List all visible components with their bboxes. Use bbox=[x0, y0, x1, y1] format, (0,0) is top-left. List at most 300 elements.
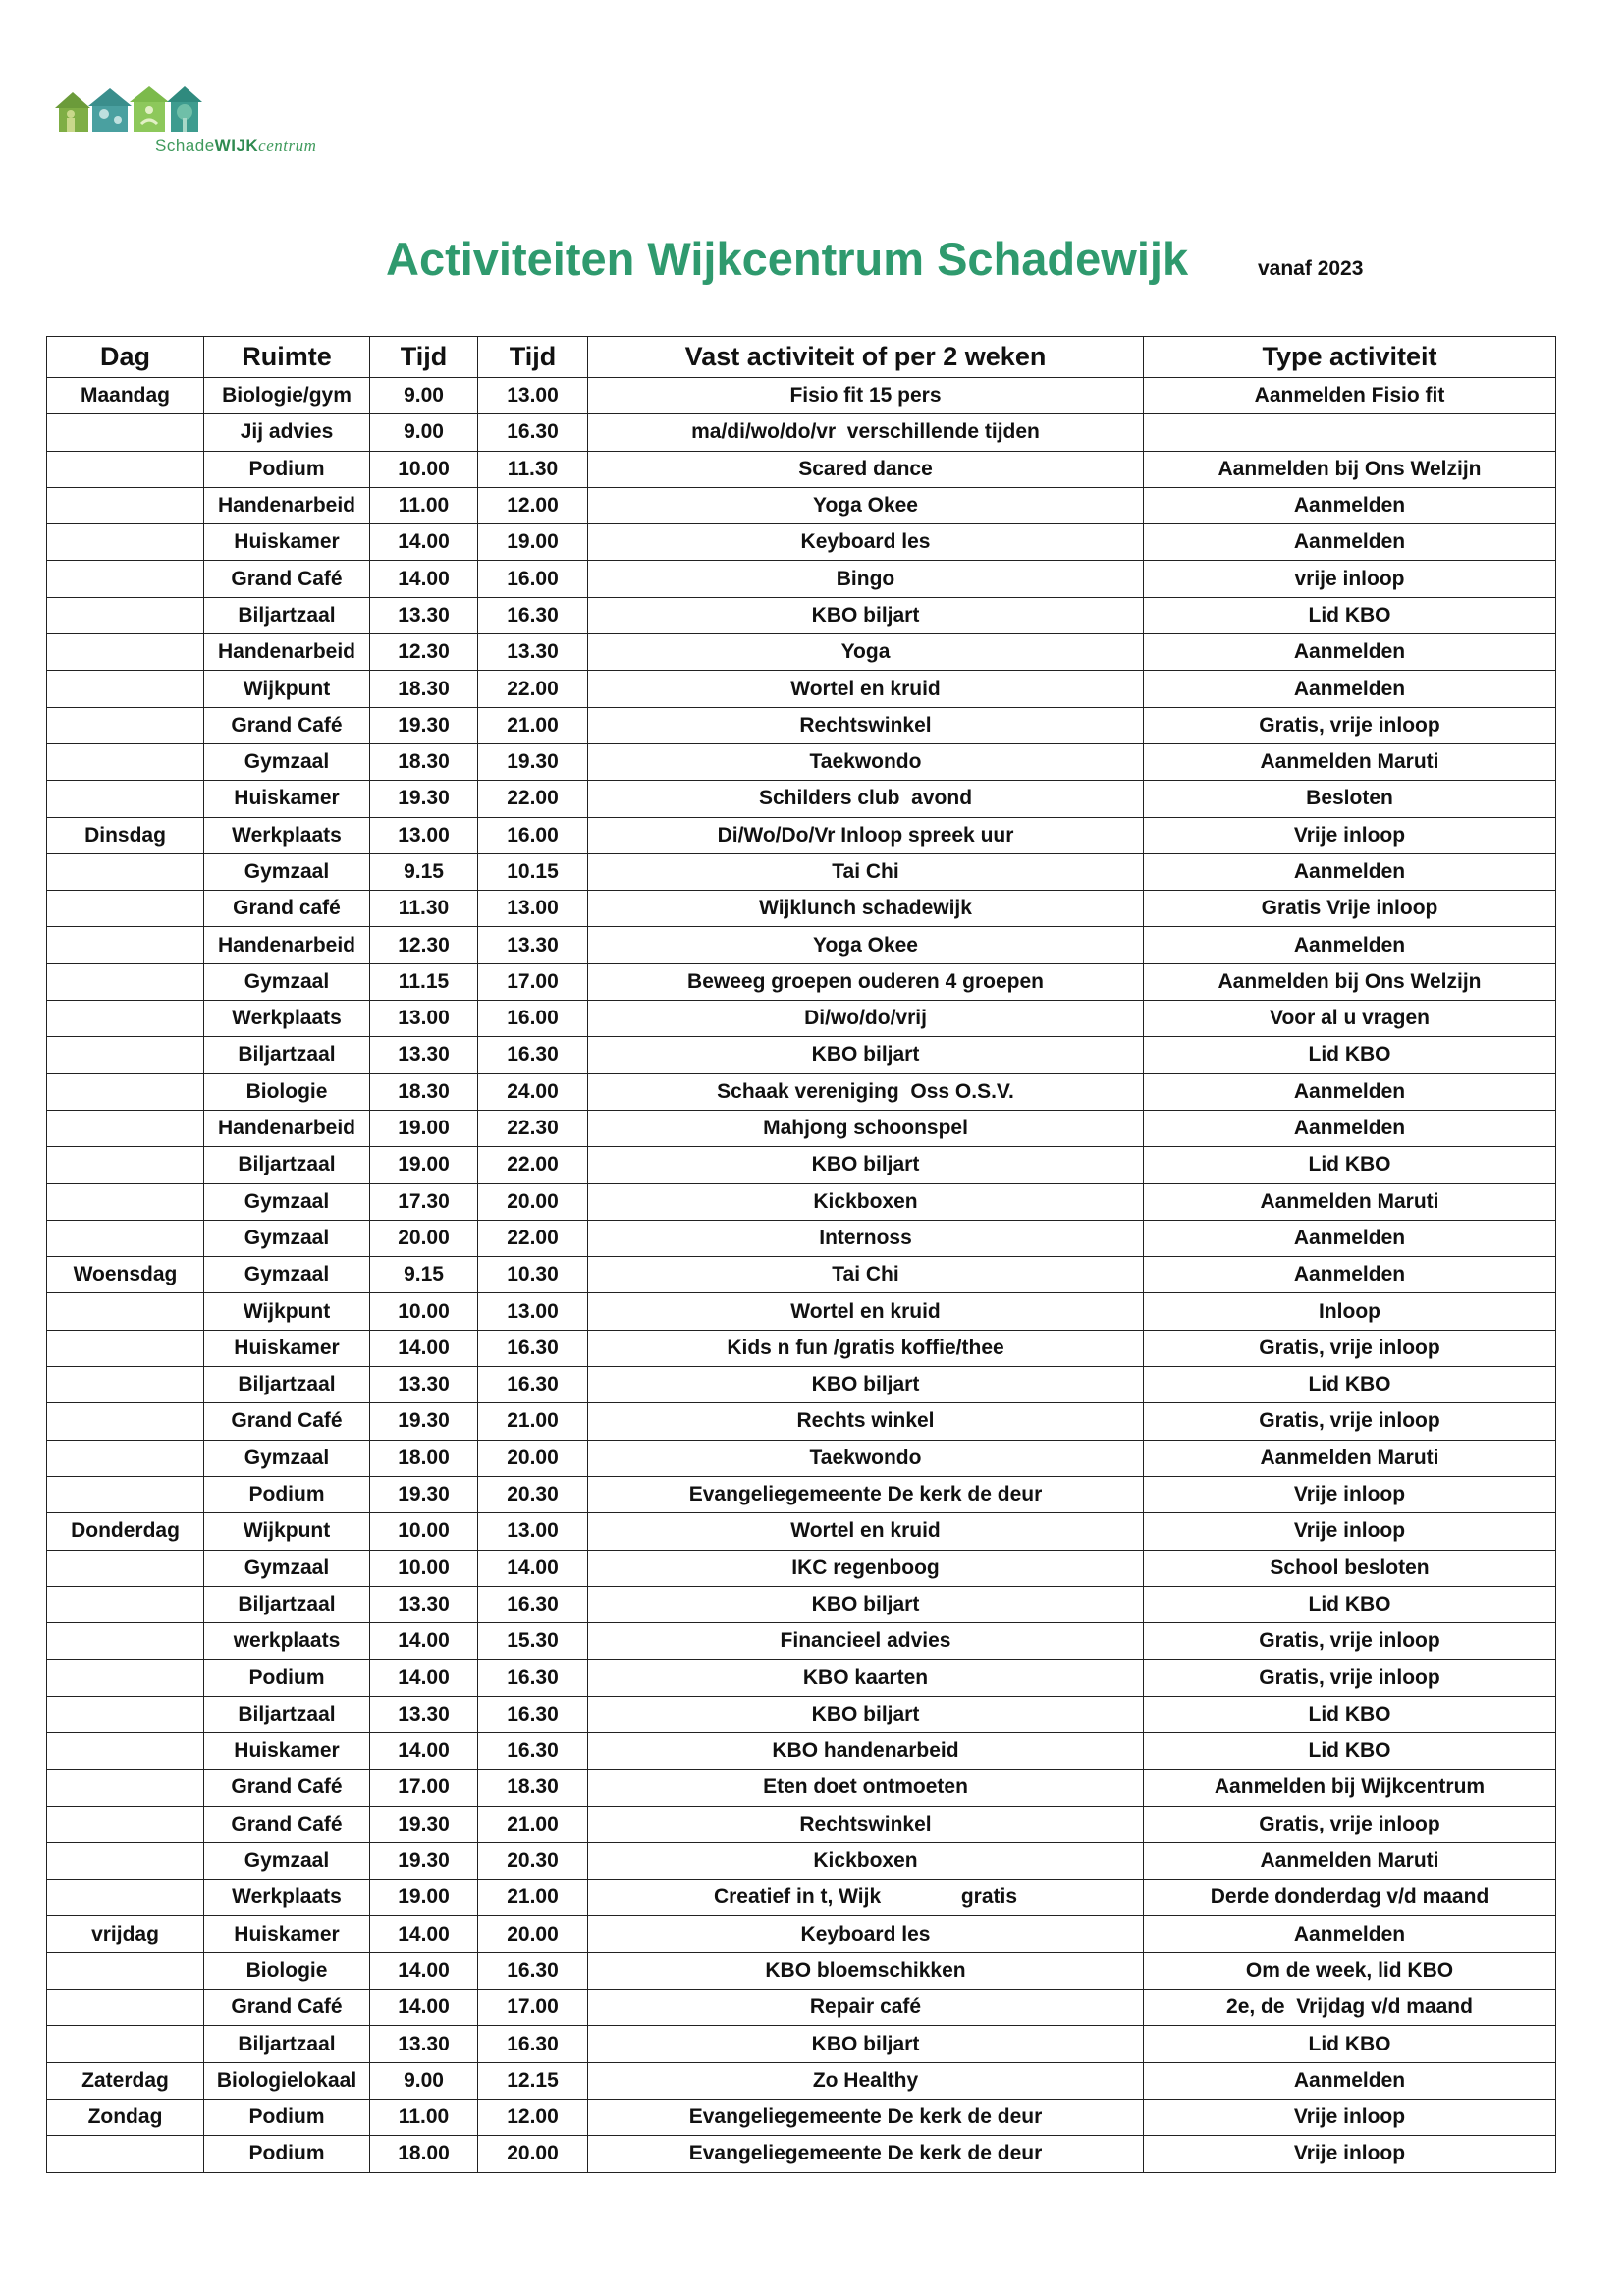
cell-tijd-start: 13.30 bbox=[370, 1696, 478, 1732]
cell-activiteit: KBO kaarten bbox=[588, 1660, 1144, 1696]
cell-dag bbox=[47, 1293, 204, 1330]
cell-activiteit: Taekwondo bbox=[588, 743, 1144, 780]
cell-dag bbox=[47, 743, 204, 780]
cell-tijd-end: 12.00 bbox=[478, 487, 588, 523]
table-row bbox=[47, 1623, 1556, 1660]
table-row bbox=[47, 1952, 1556, 1989]
table-row bbox=[47, 743, 1556, 780]
cell-tijd-start: 19.30 bbox=[370, 1842, 478, 1879]
table-row bbox=[47, 1440, 1556, 1476]
cell-ruimte: Biljartzaal bbox=[204, 1696, 370, 1732]
cell-type: Aanmelden bbox=[1144, 1257, 1556, 1293]
cell-type: Aanmelden bbox=[1144, 853, 1556, 890]
cell-tijd-end: 20.00 bbox=[478, 1183, 588, 1220]
cell-tijd-start: 19.30 bbox=[370, 781, 478, 817]
cell-activiteit: Di/wo/do/vrij bbox=[588, 1001, 1144, 1037]
cell-activiteit: Tai Chi bbox=[588, 1257, 1144, 1293]
cell-type: Gratis, vrije inloop bbox=[1144, 1806, 1556, 1842]
cell-type: Vrije inloop bbox=[1144, 817, 1556, 853]
cell-tijd-start: 18.30 bbox=[370, 743, 478, 780]
cell-ruimte: Gymzaal bbox=[204, 743, 370, 780]
cell-tijd-start: 11.00 bbox=[370, 2099, 478, 2135]
cell-type: Lid KBO bbox=[1144, 1732, 1556, 1769]
cell-dag bbox=[47, 487, 204, 523]
cell-activiteit: Yoga bbox=[588, 634, 1144, 671]
cell-tijd-start: 14.00 bbox=[370, 1660, 478, 1696]
cell-activiteit: Wortel en kruid bbox=[588, 1293, 1144, 1330]
cell-tijd-end: 20.30 bbox=[478, 1476, 588, 1512]
cell-ruimte: Wijkpunt bbox=[204, 1513, 370, 1550]
cell-type: Inloop bbox=[1144, 1293, 1556, 1330]
cell-tijd-end: 20.30 bbox=[478, 1842, 588, 1879]
cell-ruimte: Huiskamer bbox=[204, 524, 370, 561]
cell-activiteit: Yoga Okee bbox=[588, 927, 1144, 963]
cell-dag bbox=[47, 1001, 204, 1037]
table-row bbox=[47, 1513, 1556, 1550]
cell-tijd-end: 16.30 bbox=[478, 2026, 588, 2062]
cell-type: Aanmelden Fisio fit bbox=[1144, 378, 1556, 414]
cell-ruimte: Grand Café bbox=[204, 1990, 370, 2026]
table-row bbox=[47, 781, 1556, 817]
cell-tijd-end: 14.00 bbox=[478, 1550, 588, 1586]
cell-tijd-end: 20.00 bbox=[478, 2136, 588, 2172]
cell-type: Aanmelden bbox=[1144, 1110, 1556, 1146]
cell-activiteit: Evangeliegemeente De kerk de deur bbox=[588, 2136, 1144, 2172]
cell-type: Aanmelden bbox=[1144, 927, 1556, 963]
table-row bbox=[47, 1330, 1556, 1366]
table-row bbox=[47, 1220, 1556, 1256]
cell-type: Gratis, vrije inloop bbox=[1144, 707, 1556, 743]
cell-activiteit: KBO biljart bbox=[588, 1037, 1144, 1073]
cell-ruimte: Grand Café bbox=[204, 1770, 370, 1806]
cell-ruimte: Grand café bbox=[204, 891, 370, 927]
table-row bbox=[47, 1916, 1556, 1952]
cell-tijd-end: 13.00 bbox=[478, 1293, 588, 1330]
table-row bbox=[47, 1550, 1556, 1586]
table-row bbox=[47, 671, 1556, 707]
cell-tijd-start: 14.00 bbox=[370, 561, 478, 597]
cell-tijd-end: 13.00 bbox=[478, 891, 588, 927]
cell-ruimte: Handenarbeid bbox=[204, 1110, 370, 1146]
cell-activiteit: KBO handenarbeid bbox=[588, 1732, 1144, 1769]
cell-type: Aanmelden bbox=[1144, 634, 1556, 671]
cell-dag bbox=[47, 414, 204, 451]
header-dag: Dag bbox=[47, 337, 204, 378]
cell-tijd-start: 13.30 bbox=[370, 2026, 478, 2062]
cell-tijd-end: 24.00 bbox=[478, 1073, 588, 1110]
table-row bbox=[47, 2099, 1556, 2135]
cell-ruimte: Grand Café bbox=[204, 1403, 370, 1440]
cell-type: Vrije inloop bbox=[1144, 2099, 1556, 2135]
table-row bbox=[47, 378, 1556, 414]
cell-activiteit: Rechtswinkel bbox=[588, 707, 1144, 743]
cell-tijd-end: 13.00 bbox=[478, 1513, 588, 1550]
cell-tijd-start: 19.00 bbox=[370, 1880, 478, 1916]
cell-type: Aanmelden bij Ons Welzijn bbox=[1144, 451, 1556, 487]
cell-tijd-end: 16.30 bbox=[478, 1696, 588, 1732]
cell-ruimte: Werkplaats bbox=[204, 1880, 370, 1916]
cell-tijd-end: 16.30 bbox=[478, 597, 588, 633]
cell-dag: Maandag bbox=[47, 378, 204, 414]
cell-dag: vrijdag bbox=[47, 1916, 204, 1952]
table-row bbox=[47, 927, 1556, 963]
cell-ruimte: Biljartzaal bbox=[204, 1586, 370, 1622]
cell-dag bbox=[47, 1806, 204, 1842]
cell-activiteit: Wortel en kruid bbox=[588, 671, 1144, 707]
table-row bbox=[47, 2062, 1556, 2099]
cell-tijd-start: 12.30 bbox=[370, 634, 478, 671]
cell-ruimte: Handenarbeid bbox=[204, 487, 370, 523]
cell-tijd-start: 9.15 bbox=[370, 1257, 478, 1293]
cell-ruimte: Gymzaal bbox=[204, 1550, 370, 1586]
header-activiteit: Vast activiteit of per 2 weken bbox=[588, 337, 1144, 378]
cell-type: Om de week, lid KBO bbox=[1144, 1952, 1556, 1989]
cell-ruimte: Handenarbeid bbox=[204, 927, 370, 963]
cell-tijd-start: 11.30 bbox=[370, 891, 478, 927]
cell-tijd-start: 10.00 bbox=[370, 1550, 478, 1586]
cell-tijd-start: 17.30 bbox=[370, 1183, 478, 1220]
cell-tijd-end: 13.30 bbox=[478, 634, 588, 671]
cell-tijd-start: 20.00 bbox=[370, 1220, 478, 1256]
cell-ruimte: Podium bbox=[204, 451, 370, 487]
cell-ruimte: Werkplaats bbox=[204, 817, 370, 853]
cell-ruimte: Biljartzaal bbox=[204, 1037, 370, 1073]
cell-type: Aanmelden bbox=[1144, 1220, 1556, 1256]
cell-ruimte: Gymzaal bbox=[204, 1220, 370, 1256]
cell-tijd-start: 13.30 bbox=[370, 1367, 478, 1403]
cell-dag bbox=[47, 634, 204, 671]
cell-activiteit: Zo Healthy bbox=[588, 2062, 1144, 2099]
cell-activiteit: Bingo bbox=[588, 561, 1144, 597]
cell-type: Aanmelden Maruti bbox=[1144, 1183, 1556, 1220]
table-row bbox=[47, 963, 1556, 1000]
cell-ruimte: werkplaats bbox=[204, 1623, 370, 1660]
cell-type bbox=[1144, 414, 1556, 451]
cell-tijd-start: 11.15 bbox=[370, 963, 478, 1000]
cell-tijd-end: 22.30 bbox=[478, 1110, 588, 1146]
cell-tijd-start: 13.30 bbox=[370, 1586, 478, 1622]
cell-dag bbox=[47, 1880, 204, 1916]
cell-tijd-end: 13.30 bbox=[478, 927, 588, 963]
cell-dag: Zaterdag bbox=[47, 2062, 204, 2099]
cell-tijd-end: 21.00 bbox=[478, 1806, 588, 1842]
cell-tijd-start: 18.00 bbox=[370, 2136, 478, 2172]
cell-tijd-end: 16.30 bbox=[478, 1367, 588, 1403]
cell-dag bbox=[47, 1770, 204, 1806]
cell-type: Vrije inloop bbox=[1144, 2136, 1556, 2172]
cell-tijd-end: 21.00 bbox=[478, 707, 588, 743]
table-row bbox=[47, 1110, 1556, 1146]
cell-ruimte: Biljartzaal bbox=[204, 2026, 370, 2062]
cell-activiteit: Financieel advies bbox=[588, 1623, 1144, 1660]
cell-activiteit: Evangeliegemeente De kerk de deur bbox=[588, 2099, 1144, 2135]
cell-activiteit: Tai Chi bbox=[588, 853, 1144, 890]
table-row bbox=[47, 1147, 1556, 1183]
page-subtitle: vanaf 2023 bbox=[1258, 257, 1364, 280]
cell-ruimte: Gymzaal bbox=[204, 963, 370, 1000]
table-row bbox=[47, 2026, 1556, 2062]
cell-dag bbox=[47, 1037, 204, 1073]
cell-dag bbox=[47, 1476, 204, 1512]
cell-type: vrije inloop bbox=[1144, 561, 1556, 597]
cell-tijd-end: 10.30 bbox=[478, 1257, 588, 1293]
header-ruimte: Ruimte bbox=[204, 337, 370, 378]
cell-dag bbox=[47, 2026, 204, 2062]
cell-tijd-end: 22.00 bbox=[478, 1220, 588, 1256]
cell-activiteit: Wortel en kruid bbox=[588, 1513, 1144, 1550]
table-row bbox=[47, 1037, 1556, 1073]
cell-dag bbox=[47, 1367, 204, 1403]
cell-dag bbox=[47, 1732, 204, 1769]
table-row bbox=[47, 707, 1556, 743]
cell-type: Aanmelden bbox=[1144, 487, 1556, 523]
table-header-row bbox=[47, 337, 1556, 378]
cell-tijd-end: 22.00 bbox=[478, 671, 588, 707]
cell-activiteit: Schaak vereniging Oss O.S.V. bbox=[588, 1073, 1144, 1110]
cell-tijd-start: 9.00 bbox=[370, 378, 478, 414]
cell-ruimte: Biljartzaal bbox=[204, 1147, 370, 1183]
cell-type: Lid KBO bbox=[1144, 1147, 1556, 1183]
table-row bbox=[47, 2136, 1556, 2172]
cell-type: Aanmelden Maruti bbox=[1144, 1842, 1556, 1879]
cell-tijd-start: 13.00 bbox=[370, 1001, 478, 1037]
table-row bbox=[47, 1293, 1556, 1330]
cell-ruimte: Huiskamer bbox=[204, 1330, 370, 1366]
cell-type: Aanmelden bbox=[1144, 1916, 1556, 1952]
cell-dag bbox=[47, 1183, 204, 1220]
cell-dag bbox=[47, 927, 204, 963]
cell-ruimte: Podium bbox=[204, 2099, 370, 2135]
cell-type: Gratis, vrije inloop bbox=[1144, 1403, 1556, 1440]
cell-activiteit: Eten doet ontmoeten bbox=[588, 1770, 1144, 1806]
cell-type: Lid KBO bbox=[1144, 1037, 1556, 1073]
logo bbox=[51, 81, 385, 169]
cell-dag bbox=[47, 1330, 204, 1366]
cell-ruimte: Podium bbox=[204, 1476, 370, 1512]
cell-tijd-end: 21.00 bbox=[478, 1403, 588, 1440]
cell-dag bbox=[47, 963, 204, 1000]
cell-activiteit: Beweeg groepen ouderen 4 groepen bbox=[588, 963, 1144, 1000]
cell-ruimte: Biologie bbox=[204, 1073, 370, 1110]
cell-tijd-end: 22.00 bbox=[478, 781, 588, 817]
table-body bbox=[47, 378, 1556, 2173]
cell-type: Gratis, vrije inloop bbox=[1144, 1660, 1556, 1696]
cell-type: Aanmelden bbox=[1144, 1073, 1556, 1110]
cell-dag bbox=[47, 1110, 204, 1146]
cell-type: Vrije inloop bbox=[1144, 1513, 1556, 1550]
cell-ruimte: Huiskamer bbox=[204, 781, 370, 817]
cell-tijd-end: 16.00 bbox=[478, 1001, 588, 1037]
activities-table bbox=[46, 336, 1556, 2173]
table-row bbox=[47, 1696, 1556, 1732]
table-row bbox=[47, 597, 1556, 633]
cell-ruimte: Grand Café bbox=[204, 1806, 370, 1842]
cell-ruimte: Wijkpunt bbox=[204, 1293, 370, 1330]
cell-tijd-end: 21.00 bbox=[478, 1880, 588, 1916]
cell-dag bbox=[47, 1440, 204, 1476]
cell-activiteit: Scared dance bbox=[588, 451, 1144, 487]
cell-activiteit: Fisio fit 15 pers bbox=[588, 378, 1144, 414]
cell-tijd-start: 19.00 bbox=[370, 1147, 478, 1183]
cell-tijd-end: 16.30 bbox=[478, 1952, 588, 1989]
cell-tijd-end: 17.00 bbox=[478, 1990, 588, 2026]
cell-dag bbox=[47, 451, 204, 487]
cell-tijd-start: 19.00 bbox=[370, 1110, 478, 1146]
cell-dag bbox=[47, 1147, 204, 1183]
cell-tijd-start: 18.30 bbox=[370, 1073, 478, 1110]
cell-activiteit: Kids n fun /gratis koffie/thee bbox=[588, 1330, 1144, 1366]
cell-activiteit: Mahjong schoonspel bbox=[588, 1110, 1144, 1146]
cell-ruimte: Handenarbeid bbox=[204, 634, 370, 671]
cell-type: Lid KBO bbox=[1144, 1696, 1556, 1732]
table-row bbox=[47, 451, 1556, 487]
table-row bbox=[47, 414, 1556, 451]
table-row bbox=[47, 1770, 1556, 1806]
logo-text: SchadeWIJKcentrum bbox=[155, 137, 317, 155]
cell-ruimte: Biologielokaal bbox=[204, 2062, 370, 2099]
cell-tijd-end: 16.30 bbox=[478, 1660, 588, 1696]
cell-ruimte: Huiskamer bbox=[204, 1732, 370, 1769]
cell-activiteit: KBO biljart bbox=[588, 1147, 1144, 1183]
cell-ruimte: Gymzaal bbox=[204, 1440, 370, 1476]
cell-dag bbox=[47, 561, 204, 597]
cell-dag bbox=[47, 524, 204, 561]
table-row bbox=[47, 1403, 1556, 1440]
cell-type: Aanmelden bbox=[1144, 671, 1556, 707]
cell-tijd-start: 14.00 bbox=[370, 524, 478, 561]
cell-activiteit: Taekwondo bbox=[588, 1440, 1144, 1476]
cell-ruimte: Podium bbox=[204, 2136, 370, 2172]
cell-tijd-end: 11.30 bbox=[478, 451, 588, 487]
cell-tijd-end: 12.00 bbox=[478, 2099, 588, 2135]
cell-activiteit: Kickboxen bbox=[588, 1842, 1144, 1879]
cell-type: Aanmelden bij Wijkcentrum bbox=[1144, 1770, 1556, 1806]
cell-dag: Dinsdag bbox=[47, 817, 204, 853]
cell-ruimte: Biologie/gym bbox=[204, 378, 370, 414]
cell-tijd-end: 15.30 bbox=[478, 1623, 588, 1660]
cell-tijd-end: 19.00 bbox=[478, 524, 588, 561]
cell-tijd-start: 18.00 bbox=[370, 1440, 478, 1476]
cell-ruimte: Gymzaal bbox=[204, 1257, 370, 1293]
table-row bbox=[47, 487, 1556, 523]
cell-tijd-end: 10.15 bbox=[478, 853, 588, 890]
cell-ruimte: Biljartzaal bbox=[204, 1367, 370, 1403]
cell-activiteit: Yoga Okee bbox=[588, 487, 1144, 523]
cell-tijd-start: 14.00 bbox=[370, 1952, 478, 1989]
table-row bbox=[47, 1073, 1556, 1110]
cell-tijd-start: 13.30 bbox=[370, 597, 478, 633]
cell-dag bbox=[47, 1220, 204, 1256]
cell-type: Lid KBO bbox=[1144, 1586, 1556, 1622]
cell-ruimte: Huiskamer bbox=[204, 1916, 370, 1952]
cell-type: Aanmelden bbox=[1144, 2062, 1556, 2099]
table-row bbox=[47, 853, 1556, 890]
cell-tijd-start: 18.30 bbox=[370, 671, 478, 707]
cell-type: Lid KBO bbox=[1144, 597, 1556, 633]
cell-type: Derde donderdag v/d maand bbox=[1144, 1880, 1556, 1916]
cell-type: Aanmelden Maruti bbox=[1144, 1440, 1556, 1476]
cell-tijd-start: 10.00 bbox=[370, 1293, 478, 1330]
cell-tijd-end: 17.00 bbox=[478, 963, 588, 1000]
cell-tijd-end: 13.00 bbox=[478, 378, 588, 414]
table-row bbox=[47, 1990, 1556, 2026]
cell-type: Aanmelden bij Ons Welzijn bbox=[1144, 963, 1556, 1000]
cell-dag bbox=[47, 891, 204, 927]
table-row bbox=[47, 524, 1556, 561]
cell-activiteit: KBO biljart bbox=[588, 597, 1144, 633]
cell-dag bbox=[47, 707, 204, 743]
cell-tijd-end: 16.30 bbox=[478, 414, 588, 451]
cell-tijd-end: 22.00 bbox=[478, 1147, 588, 1183]
cell-activiteit: KBO biljart bbox=[588, 2026, 1144, 2062]
cell-tijd-end: 16.30 bbox=[478, 1037, 588, 1073]
cell-tijd-start: 11.00 bbox=[370, 487, 478, 523]
cell-activiteit: Keyboard les bbox=[588, 524, 1144, 561]
cell-type: Gratis, vrije inloop bbox=[1144, 1330, 1556, 1366]
cell-type: 2e, de Vrijdag v/d maand bbox=[1144, 1990, 1556, 2026]
cell-tijd-end: 20.00 bbox=[478, 1440, 588, 1476]
table-row bbox=[47, 1806, 1556, 1842]
cell-tijd-end: 20.00 bbox=[478, 1916, 588, 1952]
cell-activiteit: KBO biljart bbox=[588, 1367, 1144, 1403]
cell-activiteit: KBO biljart bbox=[588, 1696, 1144, 1732]
cell-activiteit: Rechtswinkel bbox=[588, 1806, 1144, 1842]
cell-ruimte: Biljartzaal bbox=[204, 597, 370, 633]
cell-activiteit: ma/di/wo/do/vr verschillende tijden bbox=[588, 414, 1144, 451]
table-row bbox=[47, 1880, 1556, 1916]
cell-dag bbox=[47, 1842, 204, 1879]
cell-dag bbox=[47, 1073, 204, 1110]
table-row bbox=[47, 817, 1556, 853]
cell-tijd-start: 14.00 bbox=[370, 1330, 478, 1366]
cell-dag bbox=[47, 1403, 204, 1440]
cell-ruimte: Podium bbox=[204, 1660, 370, 1696]
cell-activiteit: Creatief in t, Wijk gratis bbox=[588, 1880, 1144, 1916]
cell-dag bbox=[47, 1550, 204, 1586]
cell-type: Gratis Vrije inloop bbox=[1144, 891, 1556, 927]
cell-activiteit: Evangeliegemeente De kerk de deur bbox=[588, 1476, 1144, 1512]
table-row bbox=[47, 634, 1556, 671]
cell-activiteit: Rechts winkel bbox=[588, 1403, 1144, 1440]
page-title: Activiteiten Wijkcentrum Schadewijk bbox=[386, 233, 1189, 285]
header-type: Type activiteit bbox=[1144, 337, 1556, 378]
cell-type: Besloten bbox=[1144, 781, 1556, 817]
cell-ruimte: Werkplaats bbox=[204, 1001, 370, 1037]
cell-tijd-end: 19.30 bbox=[478, 743, 588, 780]
header-tijd-end: Tijd bbox=[478, 337, 588, 378]
cell-dag bbox=[47, 1990, 204, 2026]
table-row bbox=[47, 561, 1556, 597]
cell-tijd-end: 16.30 bbox=[478, 1732, 588, 1769]
cell-tijd-start: 10.00 bbox=[370, 1513, 478, 1550]
cell-activiteit: Internoss bbox=[588, 1220, 1144, 1256]
table-row bbox=[47, 1842, 1556, 1879]
header-tijd-start: Tijd bbox=[370, 337, 478, 378]
cell-tijd-start: 17.00 bbox=[370, 1770, 478, 1806]
cell-tijd-start: 19.30 bbox=[370, 1476, 478, 1512]
cell-ruimte: Grand Café bbox=[204, 707, 370, 743]
cell-ruimte: Jij advies bbox=[204, 414, 370, 451]
cell-type: Gratis, vrije inloop bbox=[1144, 1623, 1556, 1660]
cell-activiteit: Kickboxen bbox=[588, 1183, 1144, 1220]
cell-dag bbox=[47, 671, 204, 707]
cell-ruimte: Biologie bbox=[204, 1952, 370, 1989]
cell-type: Lid KBO bbox=[1144, 2026, 1556, 2062]
cell-dag bbox=[47, 781, 204, 817]
table-row bbox=[47, 1001, 1556, 1037]
cell-tijd-end: 16.00 bbox=[478, 561, 588, 597]
cell-tijd-end: 16.00 bbox=[478, 817, 588, 853]
